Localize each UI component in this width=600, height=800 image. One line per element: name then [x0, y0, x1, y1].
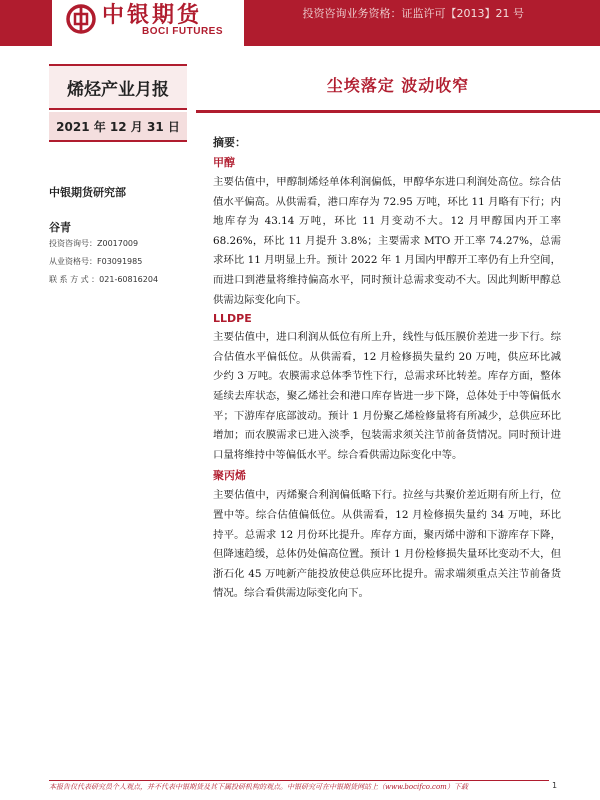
boc-logo-icon: [66, 4, 96, 34]
footer-divider: [49, 780, 549, 781]
report-type: 烯烃产业月报: [67, 79, 169, 100]
credential-contact: 联 系 方 式 ：021-60816204: [49, 275, 159, 284]
logo-english-name: BOCI FUTURES: [142, 26, 223, 37]
section-methanol: [213, 154, 561, 310]
license-text: 投资咨询业务资格：证监许可【2013】21 号: [302, 7, 524, 20]
report-date: 2021 年 12 月 31 日: [49, 112, 187, 142]
section-heading: 甲醇: [213, 156, 235, 169]
section-polypropylene: [213, 467, 561, 604]
credential-consult-no: 投资咨询号：Z0017009: [49, 239, 139, 248]
report-type-box: [49, 64, 187, 110]
header-bar: [0, 0, 600, 46]
section-text: 主要估值中，丙烯聚合利润偏低略下行。拉丝与共聚价差近期有所上行，位置中等。综合估值偏低位。从供需看，12 月检修损失量约 34 万吨，环比持平。总需求 12 月份环比提升。库存方面，聚丙烯中游和下游库存下降，但降速趋缓，总体仍处偏高位置。预计 1 月份检修损失量环比变动不大，但浙石化 45 万吨新产能投放使总供应环比提升。需求端须重点关注节前备货情况。综合看供需边际变化向下。: [213, 489, 561, 600]
analyst-name: 谷青: [49, 221, 71, 234]
summary-label: 摘要：: [213, 136, 246, 149]
page-number: 1: [552, 781, 558, 790]
section-lldpe: [213, 312, 561, 465]
disclaimer: 本报告仅代表研究员个人观点，并不代表中银期货及其下属投研机构的观点。中银研究可在中银期货网站上（www.bocifco.com）下载: [49, 783, 468, 791]
section-text: 主要估值中，进口利润从低位有所上升，线性与低压膜价差进一步下行。综合估值水平偏低位。从供需看，12 月检修损失量约 20 万吨，供应环比减少约 3 万吨。农膜需求总体季节性下行，总需求环比转差。库存方面，整体延续去库状态，聚乙烯社会和港口库存皆进一步下降，总体处于中等偏低水平；下游库存底部波动。预计 1 月份聚乙烯检修量将有所减少，总供应环比增加；而农膜需求已进入淡季，包装需求须关注节前备货情况。同时预计进口量将维持中等偏低水平。综合看供需边际变化中等。: [213, 331, 561, 461]
section-heading: LLDPE: [213, 312, 252, 326]
page-title: 尘埃落定 波动收窄: [326, 76, 470, 95]
logo-chinese-name: 中银期货: [102, 3, 203, 28]
credential-license-no: 从业资格号：F03091985: [49, 257, 143, 266]
logo: [52, 0, 244, 46]
title-divider: [196, 110, 600, 113]
report-body: [213, 134, 561, 606]
section-heading: 聚丙烯: [213, 469, 246, 483]
section-text: 主要估值中，甲醇制烯烃单体利润偏低，甲醇华东进口利润处高位。综合估值水平偏高。从供需看，港口库存为 72.95 万吨，环比 11 月略有下行；内地库存为 43.14 万吨，环比 11 月变动不大。12 月甲醇国内开工率 68.26%，环比 11 月提升 3.8%；主要需求 MTO 开工率 74.27%，总需求环比 11 月明显上升。预计 2022 年 1 月国内甲醇开工率仍有上升空间，而进口到港量将维持偏高水平，同时预计总需求变动不大。因此判断甲醇总供需边际变化向下。: [213, 176, 561, 306]
department: 中银期货研究部: [49, 186, 126, 199]
